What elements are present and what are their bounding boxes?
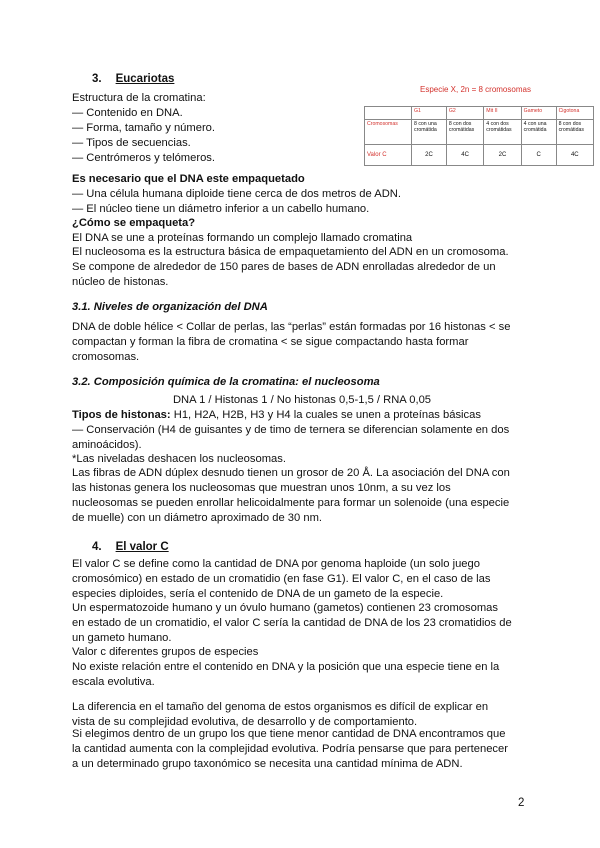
table-cell: 4 con una cromátida: [521, 120, 556, 145]
packaging-question: ¿Cómo se empaqueta?: [72, 217, 196, 229]
table-header: Gameto: [521, 107, 556, 120]
chromatin-item: — Contenido en DNA.: [72, 107, 183, 119]
section-number: 4.: [92, 541, 102, 553]
subsection-3-1-title: 3.1. Niveles de organización del DNA: [72, 301, 268, 313]
table-header: [365, 107, 412, 120]
packaging-line: — Una célula humana diploide tiene cerca de dos metros de ADN.: [72, 188, 401, 200]
packaging-paragraph: El DNA se une a proteínas formando un complejo llamado cromatina: [72, 232, 413, 244]
table-cell: 4C: [446, 145, 483, 166]
table-cell: 2C: [484, 145, 521, 166]
chromatin-item: — Forma, tamaño y número.: [72, 122, 216, 134]
table-header: Cigotona: [556, 107, 593, 120]
c-value-paragraph: Un espermatozoide humano y un óvulo humano (gametos) contienen 23 cromosomas en estado de un cromatidio, el valor C sería la cantidad de DNA de los 23 cromatidios de un gameto humano.: [72, 602, 512, 644]
composition-ratio: DNA 1 / Histonas 1 / No histonas 0,5-1,5 / RNA 0,05: [172, 394, 432, 406]
table-header: Mit II: [484, 107, 521, 120]
c-value-paragraph: Si elegimos dentro de un grupo los que tiene menor cantidad de DNA encontramos que la cantidad aumenta con la complejidad evolutiva. Podría pensarse que para pertenecer a un determinado grupo taxonómico se necesita una cantidad mínima de ADN.: [72, 728, 508, 770]
packaging-line: — El núcleo tiene un diámetro inferior a un cabello humano.: [72, 203, 370, 215]
chromatin-item: — Tipos de secuencias.: [72, 137, 191, 149]
table-cell: 2C: [412, 145, 447, 166]
packaging-heading: Es necesario que el DNA este empaquetado: [72, 173, 305, 185]
packaging-paragraph: El nucleosoma es la estructura básica de empaquetamiento del ADN en un cromosoma. Se compone de alrededor de 150 pares de bases de ADN enrolladas alrededor de un núcleo de histonas.: [72, 246, 509, 288]
section-title: El valor C: [115, 541, 169, 553]
table-header: G2: [446, 107, 483, 120]
chromatin-item: — Centrómeros y telómeros.: [72, 152, 215, 164]
row-label: Cromosomas: [365, 120, 412, 145]
histone-types-label: Tipos de histonas:: [72, 409, 171, 421]
section-heading-3: [92, 73, 174, 85]
c-value-paragraph: Valor c diferentes grupos de especies: [72, 646, 259, 658]
table-cell: 8 con una cromátida: [412, 120, 447, 145]
subsection-3-1-text: DNA de doble hélice < Collar de perlas, las “perlas” están formadas por 16 histonas < se compactan y forman la fibra de cromatina < se sigue compactando hasta formar cromosomas.: [72, 321, 511, 363]
subsection-3-2-title: 3.2. Composición química de la cromatina: el nucleosoma: [72, 376, 380, 388]
histone-types-text: H1, H2A, H2B, H3 y H4 la cuales se unen a proteínas básicas: [170, 409, 481, 421]
table-cell: 8 con dos cromátidas: [446, 120, 483, 145]
note-text: *Las niveladas deshacen los nucleosomas.: [72, 453, 286, 465]
histone-types: [72, 408, 481, 423]
section-title: Eucariotas: [115, 73, 175, 85]
section-heading-4: [92, 541, 169, 553]
table-cell: 4 con dos cromátidas: [484, 120, 521, 145]
fibers-text: Las fibras de ADN dúplex desnudo tienen un grosor de 20 Å. La asociación del DNA con las histonas genera los nucleosomas que muestran unos 10nm, a su vez los nucleosomas se pueden enrollar helicoidalmente para formar un solenoide (una especie de muelle) con un diámetro aproximado de 30 nm.: [72, 467, 510, 524]
conservation-text: — Conservación (H4 de guisantes y de timo de ternera se diferencian solamente en dos aminoácidos).: [72, 424, 510, 451]
page-number: 2: [518, 797, 525, 809]
chromatin-intro: Estructura de la cromatina:: [72, 92, 206, 104]
table-cell: 4C: [556, 145, 593, 166]
species-table-title: Especie X, 2n = 8 cromosomas: [420, 85, 531, 94]
section-number: 3.: [92, 73, 102, 85]
table-cell: C: [521, 145, 556, 166]
c-value-paragraph: El valor C se define como la cantidad de DNA por genoma haploide (un solo juego cromosómico) en estado de un cromatidio (en fase G1). El valor C, en el caso de las especies diploides, sería el contenido de DNA de un gameto de la especie.: [72, 558, 491, 600]
c-value-paragraph: No existe relación entre el contenido en DNA y la posición que una especie tiene en la escala evolutiva.: [72, 661, 500, 688]
species-table: [364, 106, 594, 166]
row-label: Valor C: [365, 145, 412, 166]
table-header: G1: [412, 107, 447, 120]
c-value-paragraph: La diferencia en el tamaño del genoma de estos organismos es difícil de explicar en vista de su complejidad evolutiva, de desarrollo y de comportamiento.: [72, 701, 489, 728]
table-cell: 8 con dos cromátidas: [556, 120, 593, 145]
